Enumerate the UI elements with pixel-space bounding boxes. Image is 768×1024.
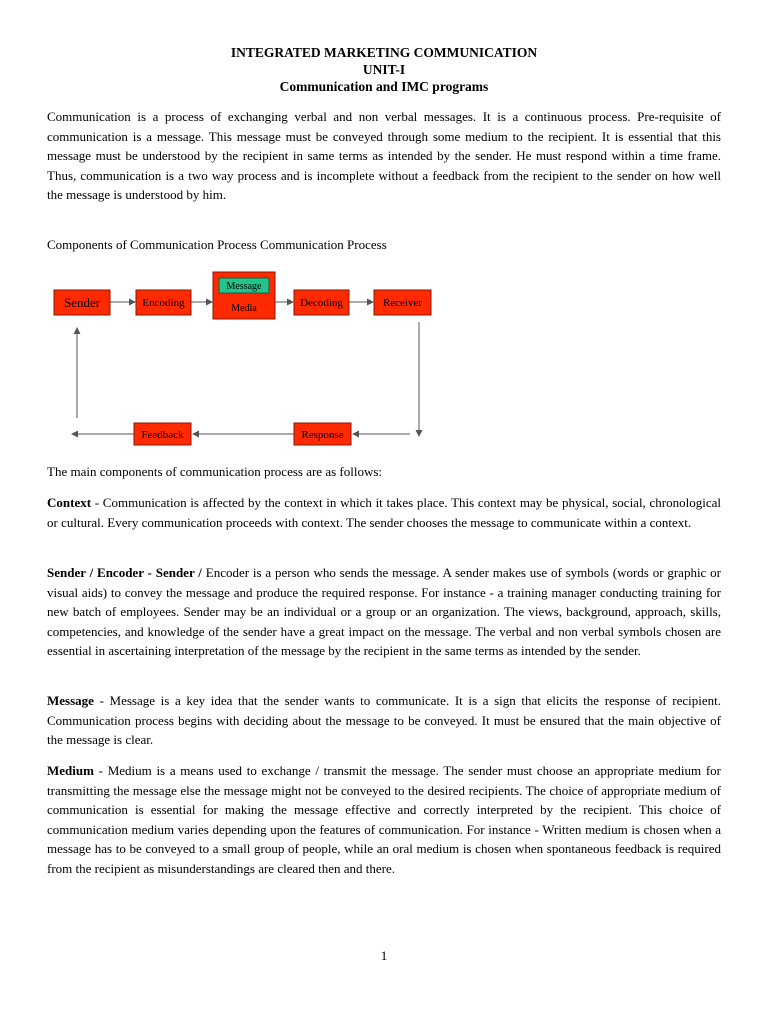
document-title: INTEGRATED MARKETING COMMUNICATION: [230, 45, 538, 60]
message-text: - Message is a key idea that the sender wants to communicate. It is a sign that elicits the response of recipient. Communication process begins with deciding about the message to be conveyed. It must be ensured that the main objective of the message is clear.: [47, 693, 721, 747]
intro-paragraph: Communication is a process of exchanging verbal and non verbal messages. It is a continuous process. Pre-requisite of communication is a message. This message must be conveyed through some medium to the recipient. It is essential that this message must be understood by the recipient in same terms as intended by the sender. He must respond within a time frame. Thus, communication is a two way process and is incomplete without a feedback from the recipient to the sender on how well the message is understood by him.: [47, 109, 721, 202]
page-number: 1: [380, 948, 388, 963]
communication-process-diagram: [50, 268, 440, 448]
encoding-label: Encoding: [142, 297, 185, 309]
unit-label: UNIT-I: [362, 62, 406, 77]
main-components-line: The main components of communication process are as follows:: [47, 464, 383, 479]
media-label: Media: [231, 303, 257, 314]
components-heading: Components of Communication Process Communication Process: [47, 237, 387, 252]
context-paragraph: [47, 493, 721, 532]
medium-text: - Medium is a means used to exchange / transmit the message. The sender must choose an appropriate medium for transmitting the message else the message might not be conveyed to the desired recipients. The choice of appropriate medium of communication is essential for making the message effective and correctly interpreted by the recipient. This choice of communication medium varies depending upon the features of communication. For instance - Written medium is chosen when a message has to be conveyed to a small group of people, while an oral medium is chosen when spontaneous feedback is required from the recipient as misunderstandings are cleared then and there.: [47, 763, 721, 876]
message-paragraph: [47, 691, 721, 750]
sender-text: Encoder is a person who sends the message. A sender makes use of symbols (words or graphic or visual aids) to convey the message and produce the required response. For instance - a training manager conducting training for new batch of employees. Sender may be an individual or a group or an organization. The views, background, approach, skills, competencies, and knowledge of the sender have a great impact on the message. The verbal and non verbal symbols chosen are essential in ascertaining interpretation of the message by the recipient in the same terms as intended by the sender.: [47, 565, 721, 658]
feedback-label: Feedback: [141, 429, 184, 441]
message-label: Message: [226, 281, 262, 292]
response-label: Response: [301, 429, 344, 441]
medium-paragraph: [47, 761, 721, 878]
sender-term: Sender / Encoder - Sender /: [47, 565, 202, 580]
context-term: Context: [47, 495, 92, 510]
decoding-label: Decoding: [300, 297, 343, 309]
medium-term: Medium: [47, 763, 94, 778]
message-term: Message: [47, 693, 94, 708]
context-text: - Communication is affected by the context in which it takes place. This context may be physical, social, chronological or cultural. Every communication proceeds with context. The sender chooses the message to communicate within a context.: [47, 495, 721, 530]
sender-paragraph: [47, 563, 721, 661]
receiver-label: Receiver: [382, 297, 423, 309]
document-subtitle: Communication and IMC programs: [279, 79, 489, 94]
sender-label: Sender: [63, 295, 101, 310]
document-header: [0, 44, 768, 95]
